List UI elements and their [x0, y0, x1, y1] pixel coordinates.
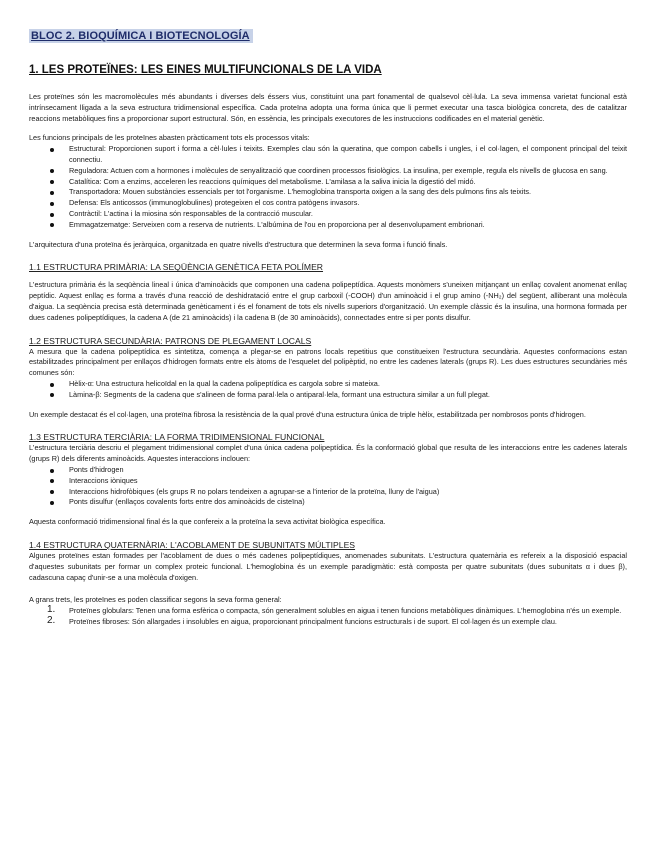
list-item	[47, 604, 627, 617]
primary-structure-paragraph: L'estructura primària és la seqüència lineal i única d'aminoàcids que componen una cadena polipeptídica. Aquests monòmers s'uneixen mitjançant un enllaç covalent anomenat enllaç peptídic. Aquest enllaç es forma a través d'una reacció de deshidratació entre el grup carboxil (-COOH) d'un aminoàcid i el grup amino (-NH₂) del següent, alliberant una molècula d'aigua. La seqüència precisa està determinada genèticament i és el fonament de tots els nivells superiors d'organització. Un exemple clàssic és la insulina, una hormona formada per dues cadenes polipeptídiques, la cadena A (de 21 aminoàcids) i la cadena B (de 30 aminoàcids), connectades entre si per ponts disulfur.	[29, 280, 627, 322]
section-title: 1. LES PROTEÏNES: LES EINES MULTIFUNCIONALS DE LA VIDA	[29, 64, 382, 76]
list-number: 1.	[47, 604, 56, 616]
list-item: Ponts disulfur (enllaços covalents forts entre dos aminoàcids de cisteïna)	[69, 497, 627, 508]
tertiary-structure-paragraph: L'estructura terciària descriu el plegament tridimensional complet d'una única cadena polipeptídica. És la conformació global que resulta de les interaccions entre les cadenes laterals (grups R) dels diferents aminoàcids. Aquestes interaccions inclouen:	[29, 443, 627, 464]
list-item: Interaccions iòniques	[69, 476, 627, 487]
list-item-text: Proteïnes fibroses: Són allargades i insolubles en aigua, proporcionant principalment funcions estructurals i de suport. El col·lagen és un exemple clau.	[69, 616, 557, 626]
heading-primary-structure: 1.1 ESTRUCTURA PRIMÀRIA: LA SEQÜÈNCIA GENÈTICA FETA POLÍMER	[29, 262, 324, 273]
tertiary-interactions-list	[29, 465, 627, 508]
classification-intro: A grans trets, les proteïnes es poden classificar segons la seva forma general:	[29, 595, 282, 605]
architecture-paragraph: L'arquitectura d'una proteïna és jeràrquica, organitzada en quatre nivells d'estructura que determinen la seva forma i funció finals.	[29, 239, 448, 249]
document-page	[29, 26, 627, 628]
list-number: 2.	[47, 614, 56, 626]
list-item: Ponts d'hidrogen	[69, 465, 627, 476]
list-item: Hèlix-α: Una estructura helicoïdal en la qual la cadena polipeptídica es cargola sobre si mateixa.	[69, 379, 627, 390]
list-item: Contràctil: L'actina i la miosina són responsables de la contracció muscular.	[69, 209, 627, 220]
list-item: Defensa: Els anticossos (immunoglobulines) protegeixen el cos contra patògens invasors.	[69, 198, 627, 209]
secondary-structure-list	[29, 379, 627, 401]
list-item: Reguladora: Actuen com a hormones i molècules de senyalització que coordinen processos fisiològics. La insulina, per exemple, regula els nivells de glucosa en sang.	[69, 166, 627, 177]
list-item: Estructural: Proporcionen suport i forma a cèl·lules i teixits. Exemples clau són la queratina, que compon cabells i ungles, i el col·lagen, el component principal del teixit connectiu.	[69, 144, 627, 164]
list-item: Interaccions hidrofòbiques (els grups R no polars tendeixen a agrupar-se a l'interior de la proteïna, lluny de l'aigua)	[69, 487, 627, 498]
bloc-title: BLOC 2. BIOQUÍMICA I BIOTECNOLOGÍA	[29, 29, 253, 43]
heading-secondary-structure: 1.2 ESTRUCTURA SECUNDÀRIA: PATRONS DE PLEGAMENT LOCALS	[29, 335, 312, 346]
list-item	[47, 614, 627, 628]
list-item-text: Proteïnes globulars: Tenen una forma esfèrica o compacta, són generalment solubles en aigua i tenen funcions metabòliques dinàmiques. L'hemoglobina n'és un exemple.	[69, 606, 622, 616]
secondary-structure-paragraph: A mesura que la cadena polipeptídica es sintetitza, comença a plegar-se en patrons locals repetitius que constitueixen l'estructura secundària. Aquestes conformacions estan estabilitzades principalment per enllaços d'hidrogen formats entre els àtoms de l'esquelet del polipèptid, no entre les cadenes laterals (grups R). Les dues estructures secundàries més comunes són:	[29, 346, 627, 378]
list-item: Emmagatzematge: Serveixen com a reserva de nutrients. L'albúmina de l'ou en proporciona per al desenvolupament embrionari.	[69, 220, 627, 231]
classification-list	[29, 606, 627, 628]
list-item: Transportadora: Mouen substàncies essencials per tot l'organisme. L'hemoglobina transporta oxigen a la sang des dels pulmons fins als teixits.	[69, 187, 627, 198]
functions-list	[29, 144, 627, 230]
heading-quaternary-structure: 1.4 ESTRUCTURA QUATERNÀRIA: L'ACOBLAMENT DE SUBUNITATS MÚLTIPLES	[29, 539, 356, 550]
quaternary-structure-paragraph: Algunes proteïnes estan formades per l'acoblament de dues o més cadenes polipeptídiques, anomenades subunitats. L'estructura quaternària es refereix a la disposició espacial d'aquestes subunitats per formar un complex proteic funcional. L'hemoglobina és un exemple paradigmàtic: està composta per quatre subunitats (dues subunitats α i dues β), cadascuna capaç d'unir-se a una molècula d'oxigen.	[29, 550, 627, 582]
tertiary-final-paragraph: Aquesta conformació tridimensional final és la que confereix a la proteïna la seva activitat biològica específica.	[29, 517, 386, 527]
intro-paragraph: Les proteïnes són les macromolècules més abundants i diverses dels éssers vius, constituint una part fonamental de qualsevol cèl·lula. La seva immensa varietat funcional està intrínsecament lligada a la seva estructura tridimensional específica. Cada proteïna adopta una forma única que li permet executar una tasca biològica concreta, des de catalitzar reaccions metabòliques fins a proporcionar suport estructural. Són, en essència, les principals executores de les instruccions codificades en el material genètic.	[29, 92, 627, 123]
collagen-paragraph: Un exemple destacat és el col·lagen, una proteïna fibrosa la resistència de la qual prové d'una estructura única de triple hèlix, estabilitzada per nombrosos ponts d'hidrogen.	[29, 409, 586, 419]
functions-intro: Les funcions principals de les proteïnes abasten pràcticament tots els processos vitals:	[29, 133, 310, 143]
list-item: Làmina-β: Segments de la cadena que s'alineen de forma paral·lela o antiparal·lela, formant una estructura similar a un full plegat.	[69, 390, 627, 401]
list-item: Catalítica: Com a enzims, acceleren les reaccions químiques del metabolisme. L'amilasa a la saliva inicia la digestió del midó.	[69, 177, 627, 188]
heading-tertiary-structure: 1.3 ESTRUCTURA TERCIÀRIA: LA FORMA TRIDIMENSIONAL FUNCIONAL	[29, 432, 325, 443]
